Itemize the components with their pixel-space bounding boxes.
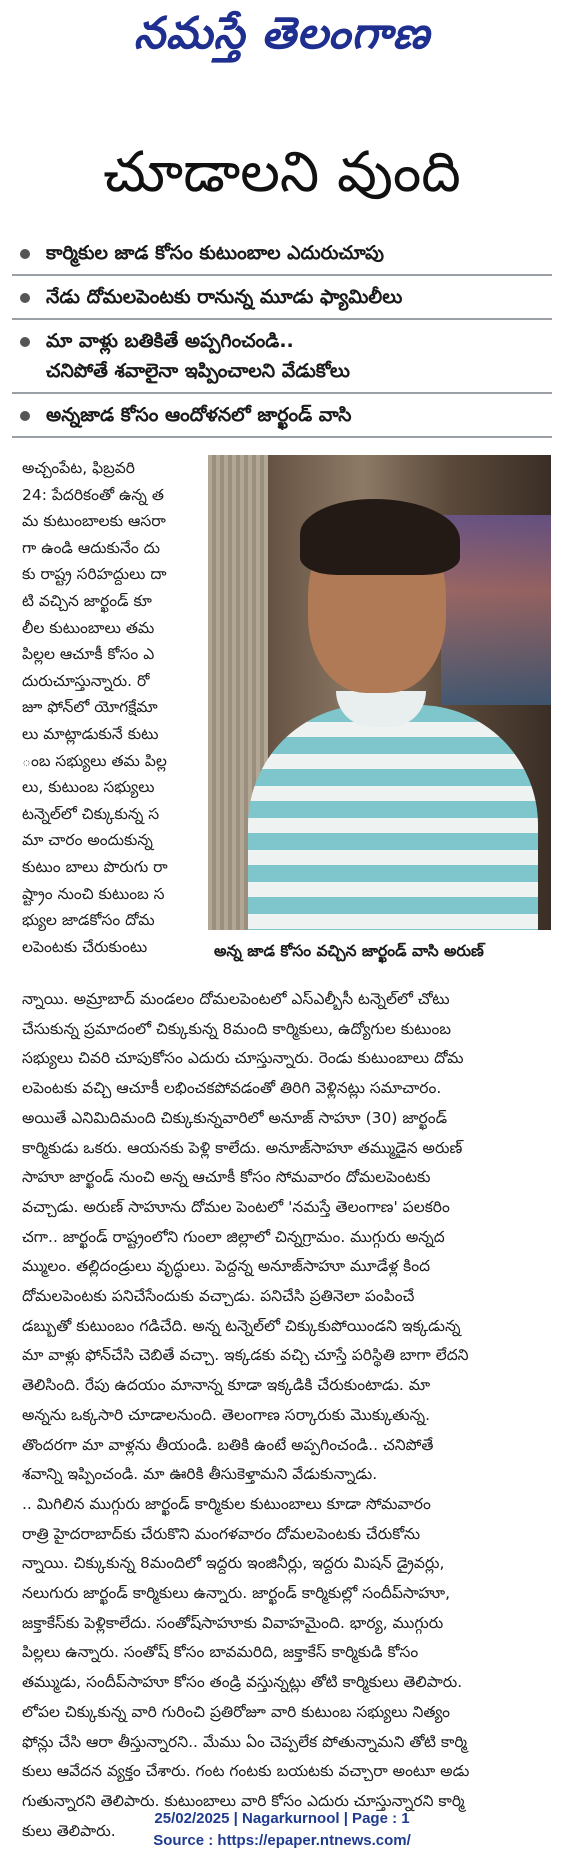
article-line: .. మిగిలిన ముగ్గురు జార్ఖండ్ కార్మికుల కుటుంబాలు కూడా సోమవారం	[22, 1494, 431, 1513]
article-photo	[208, 455, 551, 930]
article-line: మా చారం అందుకున్న	[22, 831, 153, 850]
article-lead-column	[22, 455, 202, 960]
article-line: నలుగురు జార్ఖండ్ కార్మికులు ఉన్నారు. జార్ఖండ్ కార్మికుల్లో సందీప్‌సాహూ,	[22, 1584, 451, 1603]
article-line: న్నాయి. చిక్కుకున్న 8మందిలో ఇద్దరు ఇంజినీర్లు, ఇద్దరు మిషన్ డ్రైవర్లు,	[22, 1554, 445, 1573]
article-line: లీల కుటుంబాలు తమ	[22, 618, 155, 637]
subheadline-list	[12, 232, 552, 438]
subheadline-item	[12, 232, 552, 276]
article-line: సభ్యులు చివరి చూపుకోసం ఎదురు చూస్తున్నారు. రెండు కుటుంబాలు దోమ	[22, 1049, 464, 1068]
page-footer	[0, 1808, 564, 1852]
article-line: లపెంటకు వచ్చి ఆచూకీ లభించకపోవడంతో తిరిగి వెళ్లినట్లు సమాచారం.	[22, 1079, 442, 1098]
article-line: తొందరగా మా వాళ్లను తీయండి. బతికి ఉంటే అప్పగించండి.. చనిపోతే	[22, 1435, 434, 1454]
bullet-dot-icon	[20, 249, 30, 259]
article-line: అయితే ఎనిమిదిమంది చిక్కుకున్నవారిలో అనూజ్ సాహూ (30) జార్ఖండ్	[22, 1108, 448, 1127]
article-line: పిల్లలు ఉన్నారు. సంతోష్ కోసం బావమరిది, జక్తాకేస్ కార్మికుడి కోసం	[22, 1643, 419, 1662]
article-line: భ్యుల జాడకోసం దోమ	[22, 911, 155, 930]
bullet-dot-icon	[20, 337, 30, 347]
subheadline-item	[12, 276, 552, 320]
subheadline-text: అన్నజాడ కోసం ఆందోళనలో జార్ఖండ్ వాసి	[46, 404, 352, 426]
article-line: రాత్రి హైదరాబాద్‌కు చేరుకొని మంగళవారం దోమలపెంటకు చేరుకోను	[22, 1524, 421, 1543]
newspaper-masthead: నమస్తే తెలంగాణ	[133, 8, 431, 59]
article-line: దురుచూస్తున్నారు. రో	[22, 671, 150, 690]
article-line: దోమలపెంటకు పనిచేసేందుకు వచ్చాడు. పనిచేసి ప్రతినెలా పంపించే	[22, 1287, 415, 1306]
article-line: జూ ఫోన్‌లో యోగక్షేమా	[22, 698, 158, 717]
subheadline-item	[12, 394, 552, 438]
article-line: అచ్చంపేట, ఫిబ్రవరి	[22, 459, 135, 477]
article-line: కార్మికుడు ఒకరు. ఆయనకు పెళ్లి కాలేదు. అనూజ్‌సాహూ తమ్ముడైన అరుణ్	[22, 1138, 463, 1157]
article-line: కుటుం బాలు పొరుగు రా	[22, 857, 168, 876]
article-line: కులు తెలిపారు.	[22, 1821, 116, 1840]
article-line: టి వచ్చిన జార్ఖండ్ కూ	[22, 591, 152, 610]
bullet-dot-icon	[20, 293, 30, 303]
article-line: లు మాట్లాడుకునే కుటు	[22, 724, 159, 743]
article-line: లోపల చిక్కుకున్న వారి గురించి ప్రతిరోజూ వారి కుటుంబ సభ్యులు నిత్యం	[22, 1702, 450, 1721]
photo-caption: అన్న జాడ కోసం వచ్చిన జార్ఖండ్ వాసి అరుణ్	[214, 942, 484, 960]
article-body	[22, 985, 552, 1846]
article-line: టన్నెల్‌లో చిక్కుకున్న స	[22, 804, 160, 823]
article-line: అన్నను ఒక్కసారి చూడాలనుంది. తెలంగాణ సర్కారుకు మొక్కుతున్న.	[22, 1405, 431, 1424]
article-line: గుతున్నారని తెలిపారు. కుటుంబాలు వారి కోసం ఎదురు చూస్తున్నారని కార్మి	[22, 1791, 465, 1810]
article-line: తమ్ముడు, సందీప్‌సాహూ కోసం తండ్రి వస్తున్నట్లు తోటి కార్మికులు తెలిపారు.	[22, 1673, 463, 1692]
subheadline-text: కార్మికుల జాడ కోసం కుటుంబాల ఎదురుచూపు	[46, 242, 385, 264]
article-line: గా ఉండి ఆదుకునేం దు	[22, 538, 160, 557]
article-line: సాహూ జార్ఖండ్ నుంచి అన్న ఆచూకీ కోసం సోమవారం దోమలపెంటకు	[22, 1168, 431, 1187]
article-line: మ కుటుంబాలకు ఆసరా	[22, 512, 166, 531]
footer-source: Source : https://epaper.ntnews.com/	[153, 1832, 411, 1849]
article-line: న్నాయి. అమ్రాబాద్ మండలం దోమలపెంటలో ఎస్ఎల్బీసీ టన్నెల్‌లో చోటు	[22, 990, 450, 1008]
article-line: డబ్బుతో కుటుంబం గడిచేది. అన్న టన్నెల్‌లో చిక్కుకుపోయిండని ఇక్కడున్న	[22, 1316, 461, 1335]
subheadline-text: చనిపోతే శవాలైనా ఇప్పించాలని వేడుకోలు	[46, 360, 350, 382]
article-line: తెలిసింది. రేపు ఉదయం మానాన్న కూడా ఇక్కడికి చేరుకుంటాడు. మా	[22, 1376, 431, 1395]
article-line: మా వాళ్లు ఫోన్‌చేసి చెబితే వచ్చా. ఇక్కడకు వచ్చి చూస్తే పరిస్థితి బాగా లేదని	[22, 1346, 469, 1365]
article-line: లపెంటకు చేరుకుంటు	[22, 937, 148, 956]
bullet-dot-icon	[20, 411, 30, 421]
article-line: ంబ సభ్యులు తమ పిల్ల	[22, 751, 167, 770]
article-line: వచ్చాడు. అరుణ్ సాహూను దోమల పెంటలో 'నమస్తే తెలంగాణ' పలకరిం	[22, 1197, 450, 1216]
article-line: మ్ములం. తల్లిదండ్రులు వృద్ధులు. పెద్దన్న అనూజ్‌సాహూ మూడేళ్ల కింద	[22, 1257, 431, 1276]
article-line: కులు ఆవేదన వ్యక్తం చేశారు. గంట గంటకు బయటకు వచ్చారా అంటూ అడు	[22, 1762, 470, 1781]
subheadline-item	[12, 320, 552, 394]
article-headline: చూడాలని వుంది	[103, 140, 461, 205]
footer-date-edition: 25/02/2025 | Nagarkurnool | Page : 1	[154, 1810, 410, 1827]
article-line: లు, కుటుంబ సభ్యులు	[22, 778, 155, 797]
article-line: పిల్లల ఆచూకీ కోసం ఎ	[22, 645, 155, 664]
article-line: చగా.. జార్ఖండ్ రాష్ట్రంలోని గుంలా జిల్లాలో చిన్నగ్రామం. ముగ్గురు అన్నద	[22, 1227, 445, 1246]
article-line: 24: పేదరికంతో ఉన్న త	[22, 485, 164, 504]
article-line: శవాన్ని ఇప్పించండి. మా ఊరికి తీసుకెళ్తామని వేడుకున్నాడు.	[22, 1465, 378, 1484]
article-line: కు రాష్ట్ర సరిహద్దులు దా	[22, 565, 167, 584]
article-line: ఫోన్లు చేసి ఆరా తీస్తున్నారని.. మేము ఏం చెప్పలేక పోతున్నామని తోటి కార్మి	[22, 1732, 467, 1751]
subheadline-text: మా వాళ్లు బతికితే అప్పగించండి..	[46, 330, 294, 352]
article-line: జక్తాకేస్‌కు పెళ్లికాలేదు. సంతోష్‌సాహూకు వివాహమైంది. భార్య, ముగ్గురు	[22, 1613, 444, 1632]
article-line: ష్ట్రాం నుంచి కుటుంబ స	[22, 884, 165, 903]
subheadline-text: నేడు దోమలపెంటకు రానున్న మూడు ఫ్యామిలీలు	[46, 286, 403, 308]
article-line: చేసుకున్న ప్రమాదంలో చిక్కుకున్న 8మంది కార్మికులు, ఉద్యోగుల కుటుంబ	[22, 1019, 452, 1038]
